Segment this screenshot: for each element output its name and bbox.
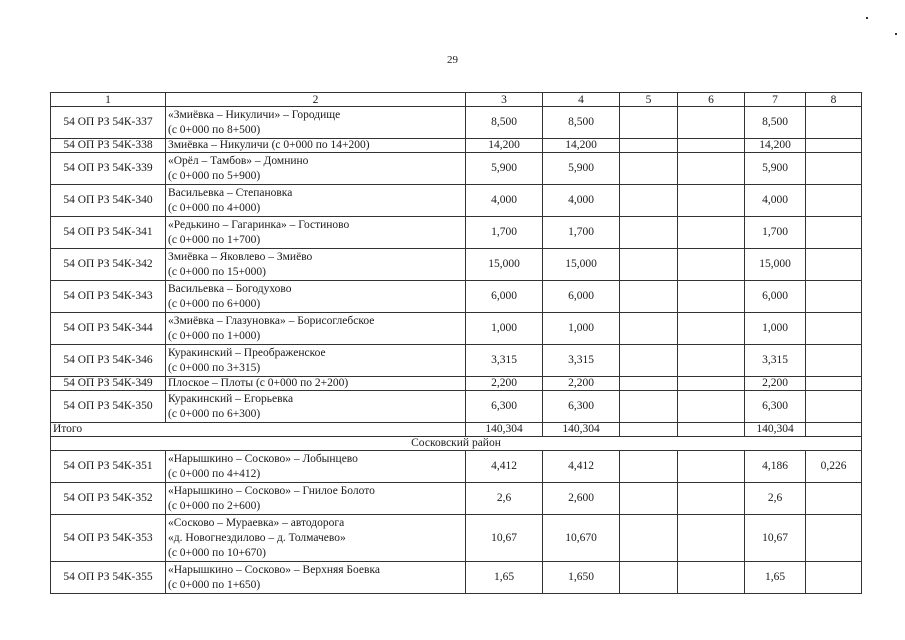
value-cell-c5 xyxy=(620,281,678,313)
scan-speck xyxy=(895,33,897,35)
total-row xyxy=(51,423,862,437)
value-cell-c3: 2,200 xyxy=(466,377,543,391)
section-title: Сосковский район xyxy=(51,437,862,451)
value-cell-c3: 14,200 xyxy=(466,139,543,153)
value-cell-c7: 1,65 xyxy=(745,562,806,594)
header-cell: 3 xyxy=(466,93,543,107)
value-cell-c3: 1,65 xyxy=(466,562,543,594)
value-cell-c6 xyxy=(678,107,745,139)
header-cell: 7 xyxy=(745,93,806,107)
value-cell-c4: 1,000 xyxy=(543,313,620,345)
value-cell-c3: 3,315 xyxy=(466,345,543,377)
road-code: 54 ОП РЗ 54К-340 xyxy=(51,185,166,217)
value-cell-c4: 10,670 xyxy=(543,515,620,562)
value-cell-c8 xyxy=(806,217,862,249)
road-name xyxy=(166,281,466,313)
road-name-line: «Нарышкино – Сосково» – Гнилое Болото xyxy=(168,484,375,497)
table-row xyxy=(51,153,862,185)
total-value-c5 xyxy=(620,423,678,437)
table-row xyxy=(51,217,862,249)
road-name-line: (с 0+000 по 15+000) xyxy=(168,265,267,278)
road-name xyxy=(166,107,466,139)
value-cell-c6 xyxy=(678,139,745,153)
scan-speck xyxy=(866,17,868,19)
road-name-line: (с 0+000 по 8+500) xyxy=(168,123,261,136)
section-row xyxy=(51,437,862,451)
table-row xyxy=(51,345,862,377)
value-cell-c5 xyxy=(620,377,678,391)
road-name-line: (с 0+000 по 4+412) xyxy=(168,467,261,480)
value-cell-c8 xyxy=(806,377,862,391)
value-cell-c8 xyxy=(806,107,862,139)
value-cell-c3: 1,700 xyxy=(466,217,543,249)
value-cell-c8 xyxy=(806,249,862,281)
table-row xyxy=(51,451,862,483)
value-cell-c4: 3,315 xyxy=(543,345,620,377)
road-name xyxy=(166,377,466,391)
value-cell-c4: 5,900 xyxy=(543,153,620,185)
road-code: 54 ОП РЗ 54К-353 xyxy=(51,515,166,562)
value-cell-c5 xyxy=(620,185,678,217)
header-cell: 5 xyxy=(620,93,678,107)
total-label: Итого xyxy=(51,423,466,437)
road-name-line: «д. Новогнездилово – д. Толмачево» xyxy=(168,531,346,544)
value-cell-c4: 1,650 xyxy=(543,562,620,594)
value-cell-c7: 14,200 xyxy=(745,139,806,153)
value-cell-c6 xyxy=(678,345,745,377)
value-cell-c8 xyxy=(806,391,862,423)
table-row xyxy=(51,562,862,594)
road-code: 54 ОП РЗ 54К-350 xyxy=(51,391,166,423)
table-row xyxy=(51,313,862,345)
value-cell-c7: 1,700 xyxy=(745,217,806,249)
value-cell-c8: 0,226 xyxy=(806,451,862,483)
road-code: 54 ОП РЗ 54К-355 xyxy=(51,562,166,594)
road-name-line: «Орёл – Тамбов» – Домнино xyxy=(168,154,309,167)
total-value-c8 xyxy=(806,423,862,437)
road-name-line: «Сосково – Мураевка» – автодорога xyxy=(168,516,345,529)
road-name xyxy=(166,185,466,217)
value-cell-c7: 4,186 xyxy=(745,451,806,483)
table-row xyxy=(51,391,862,423)
value-cell-c5 xyxy=(620,217,678,249)
value-cell-c7: 10,67 xyxy=(745,515,806,562)
value-cell-c3: 8,500 xyxy=(466,107,543,139)
value-cell-c7: 6,300 xyxy=(745,391,806,423)
table-row xyxy=(51,249,862,281)
road-code: 54 ОП РЗ 54К-352 xyxy=(51,483,166,515)
total-value-c7: 140,304 xyxy=(745,423,806,437)
road-name-line: (с 0+000 по 4+000) xyxy=(168,201,261,214)
header-cell: 6 xyxy=(678,93,745,107)
header-cell: 2 xyxy=(166,93,466,107)
table-row xyxy=(51,107,862,139)
value-cell-c5 xyxy=(620,107,678,139)
value-cell-c6 xyxy=(678,377,745,391)
value-cell-c7: 3,315 xyxy=(745,345,806,377)
value-cell-c5 xyxy=(620,345,678,377)
road-name xyxy=(166,451,466,483)
value-cell-c7: 4,000 xyxy=(745,185,806,217)
road-name-line: «Нарышкино – Сосково» – Верхняя Боевка xyxy=(168,563,380,576)
value-cell-c8 xyxy=(806,153,862,185)
value-cell-c7: 2,6 xyxy=(745,483,806,515)
header-cell: 1 xyxy=(51,93,166,107)
value-cell-c3: 2,6 xyxy=(466,483,543,515)
road-name xyxy=(166,483,466,515)
value-cell-c3: 15,000 xyxy=(466,249,543,281)
road-name-line: «Змиёвка – Глазуновка» – Борисоглебское xyxy=(168,314,375,327)
value-cell-c6 xyxy=(678,281,745,313)
road-name xyxy=(166,562,466,594)
total-value-c6 xyxy=(678,423,745,437)
value-cell-c6 xyxy=(678,185,745,217)
value-cell-c3: 1,000 xyxy=(466,313,543,345)
value-cell-c6 xyxy=(678,391,745,423)
value-cell-c5 xyxy=(620,313,678,345)
value-cell-c4: 4,000 xyxy=(543,185,620,217)
road-name-line: «Змиёвка – Никуличи» – Городище xyxy=(168,108,341,121)
header-cell: 4 xyxy=(543,93,620,107)
value-cell-c6 xyxy=(678,515,745,562)
road-code: 54 ОП РЗ 54К-338 xyxy=(51,139,166,153)
value-cell-c5 xyxy=(620,515,678,562)
page-number: 29 xyxy=(447,54,458,66)
road-name xyxy=(166,345,466,377)
road-name-line: (с 0+000 по 6+300) xyxy=(168,407,261,420)
road-code: 54 ОП РЗ 54К-344 xyxy=(51,313,166,345)
road-name xyxy=(166,249,466,281)
table-row xyxy=(51,515,862,562)
value-cell-c8 xyxy=(806,562,862,594)
header-row xyxy=(51,93,862,107)
value-cell-c3: 4,412 xyxy=(466,451,543,483)
value-cell-c8 xyxy=(806,345,862,377)
road-code: 54 ОП РЗ 54К-342 xyxy=(51,249,166,281)
value-cell-c4: 8,500 xyxy=(543,107,620,139)
value-cell-c8 xyxy=(806,281,862,313)
road-name-line: (с 0+000 по 5+900) xyxy=(168,169,261,182)
table-row xyxy=(51,139,862,153)
value-cell-c4: 4,412 xyxy=(543,451,620,483)
road-code: 54 ОП РЗ 54К-349 xyxy=(51,377,166,391)
value-cell-c7: 15,000 xyxy=(745,249,806,281)
value-cell-c6 xyxy=(678,451,745,483)
value-cell-c6 xyxy=(678,153,745,185)
road-name xyxy=(166,217,466,249)
value-cell-c3: 6,300 xyxy=(466,391,543,423)
road-name-line: Змиёвка – Яковлево – Змиёво xyxy=(168,250,313,263)
road-name-line: (с 0+000 по 1+000) xyxy=(168,329,261,342)
road-code: 54 ОП РЗ 54К-339 xyxy=(51,153,166,185)
road-name-line: (с 0+000 по 1+700) xyxy=(168,233,261,246)
value-cell-c4: 2,200 xyxy=(543,377,620,391)
road-code: 54 ОП РЗ 54К-351 xyxy=(51,451,166,483)
road-name-line: Змиёвка – Никуличи (с 0+000 по 14+200) xyxy=(168,139,370,151)
road-name xyxy=(166,153,466,185)
value-cell-c7: 6,000 xyxy=(745,281,806,313)
road-code: 54 ОП РЗ 54К-343 xyxy=(51,281,166,313)
value-cell-c3: 5,900 xyxy=(466,153,543,185)
value-cell-c4: 14,200 xyxy=(543,139,620,153)
road-name-line: «Редькино – Гагаринка» – Гостиново xyxy=(168,218,350,231)
table-body xyxy=(51,93,862,594)
value-cell-c4: 15,000 xyxy=(543,249,620,281)
table-row xyxy=(51,377,862,391)
road-name-line: (с 0+000 по 1+650) xyxy=(168,578,261,591)
value-cell-c7: 8,500 xyxy=(745,107,806,139)
road-name-line: Куракинский – Преображенское xyxy=(168,346,326,359)
value-cell-c4: 1,700 xyxy=(543,217,620,249)
value-cell-c6 xyxy=(678,217,745,249)
value-cell-c6 xyxy=(678,249,745,281)
road-code: 54 ОП РЗ 54К-346 xyxy=(51,345,166,377)
road-name-line: Васильевка – Степановка xyxy=(168,186,293,199)
value-cell-c3: 6,000 xyxy=(466,281,543,313)
road-name-line: Васильевка – Богодухово xyxy=(168,282,292,295)
road-name-line: «Нарышкино – Сосково» – Лобынцево xyxy=(168,452,358,465)
value-cell-c6 xyxy=(678,483,745,515)
road-name-line: (с 0+000 по 2+600) xyxy=(168,499,261,512)
value-cell-c8 xyxy=(806,515,862,562)
value-cell-c5 xyxy=(620,249,678,281)
value-cell-c6 xyxy=(678,313,745,345)
value-cell-c3: 4,000 xyxy=(466,185,543,217)
road-name xyxy=(166,313,466,345)
header-cell: 8 xyxy=(806,93,862,107)
value-cell-c7: 5,900 xyxy=(745,153,806,185)
road-register-table xyxy=(50,92,862,594)
value-cell-c8 xyxy=(806,313,862,345)
value-cell-c4: 2,600 xyxy=(543,483,620,515)
value-cell-c4: 6,300 xyxy=(543,391,620,423)
road-name xyxy=(166,139,466,153)
value-cell-c5 xyxy=(620,451,678,483)
value-cell-c3: 10,67 xyxy=(466,515,543,562)
table-row xyxy=(51,185,862,217)
value-cell-c6 xyxy=(678,562,745,594)
value-cell-c8 xyxy=(806,139,862,153)
road-code: 54 ОП РЗ 54К-341 xyxy=(51,217,166,249)
road-code: 54 ОП РЗ 54К-337 xyxy=(51,107,166,139)
value-cell-c5 xyxy=(620,483,678,515)
value-cell-c7: 2,200 xyxy=(745,377,806,391)
value-cell-c5 xyxy=(620,153,678,185)
road-name-line: (с 0+000 по 10+670) xyxy=(168,546,267,559)
table-row xyxy=(51,483,862,515)
road-name-line: (с 0+000 по 6+000) xyxy=(168,297,261,310)
road-name xyxy=(166,515,466,562)
value-cell-c8 xyxy=(806,483,862,515)
value-cell-c4: 6,000 xyxy=(543,281,620,313)
total-value-c3: 140,304 xyxy=(466,423,543,437)
value-cell-c5 xyxy=(620,562,678,594)
road-name xyxy=(166,391,466,423)
road-name-line: Куракинский – Егорьевка xyxy=(168,392,294,405)
value-cell-c8 xyxy=(806,185,862,217)
value-cell-c5 xyxy=(620,139,678,153)
value-cell-c7: 1,000 xyxy=(745,313,806,345)
road-name-line: Плоское – Плоты (с 0+000 по 2+200) xyxy=(168,377,349,389)
road-name-line: (с 0+000 по 3+315) xyxy=(168,361,261,374)
total-value-c4: 140,304 xyxy=(543,423,620,437)
value-cell-c5 xyxy=(620,391,678,423)
table-row xyxy=(51,281,862,313)
